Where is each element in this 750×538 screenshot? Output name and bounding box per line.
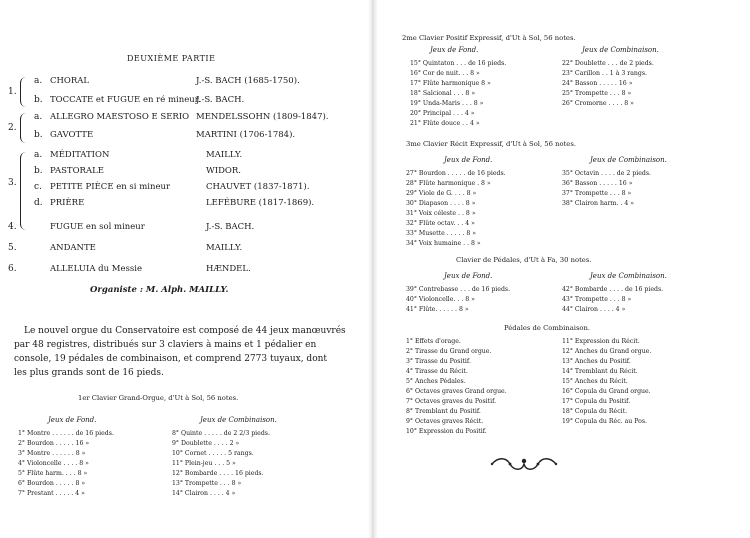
col-heading-comb: Jeux de Combinaison. [590, 156, 667, 164]
program-composer: LEFÉBURE (1817-1869). [206, 198, 315, 208]
program-number: 5. [8, 243, 17, 253]
program-letter: a. [34, 112, 43, 122]
program-composer: J.-S. BACH. [196, 95, 245, 105]
stop-row: 34° Voix humaine . . 8 » [406, 240, 481, 247]
stop-row: 19° Unda-Maris . . . 8 » [410, 100, 484, 107]
stop-row: 8° Quinte . . . . . de 2 2/3 pieds. [172, 430, 270, 437]
program-letter: c. [34, 182, 42, 192]
stop-row: 22° Doublette . . . de 2 pieds. [562, 60, 654, 67]
program-title: PETITE PIÈCE en si mineur [50, 182, 171, 192]
program-composer: WIDOR. [206, 166, 241, 176]
stop-row: 10° Cornet . . . . . 5 rangs. [172, 450, 254, 457]
description-line: par 48 registres, distribués sur 3 claviers à mains et 1 pédalier en [14, 340, 317, 350]
description-line: console, 19 pédales de combinaison, et comprend 2773 tuyaux, dont [14, 354, 328, 364]
pedal-row: 4° Tirasse du Récit. [406, 368, 468, 375]
program-number: 1. [8, 87, 17, 97]
pedal-row: 10° Expression du Positif. [406, 428, 487, 435]
program-number: 6. [8, 264, 17, 274]
right-page [376, 0, 750, 538]
description-line: Le nouvel orgue du Conservatoire est composé de 44 jeux manœuvrés [24, 326, 346, 336]
program-composer: J.-S. BACH (1685-1750). [196, 76, 300, 86]
pedal-row: 1° Effets d'orage. [406, 338, 461, 345]
stop-row: 21° Flûte douce . . 4 » [410, 120, 480, 127]
stop-row: 3° Montre . . . . . . 8 » [18, 450, 86, 457]
pedal-row: 9° Octaves graves Récit. [406, 418, 484, 425]
program-title: FUGUE en sol mineur [50, 222, 145, 232]
stop-row: 37° Trompette . . . 8 » [562, 190, 632, 197]
stop-row: 13° Trompette . . . 8 » [172, 480, 242, 487]
program-letter: a. [34, 150, 43, 160]
stop-row: 43° Trompette . . . 8 » [562, 296, 632, 303]
col-heading-fond: Jeux de Fond. [444, 272, 493, 280]
program-number: 2. [8, 123, 17, 133]
stop-row: 31° Voix céleste . . 8 » [406, 210, 476, 217]
combinaison-title: Pédales de Combinaison. [504, 324, 591, 332]
stop-row: 38° Clairon harm. . 4 » [562, 200, 635, 207]
program-title: PASTORALE [50, 166, 104, 176]
stop-row: 26° Cromorne . . . . 8 » [562, 100, 634, 107]
pedal-row: 14° Tremblant du Récit. [562, 368, 638, 375]
program-composer: MAILLY. [206, 243, 243, 253]
program-composer: MENDELSSOHN (1809-1847). [196, 112, 329, 122]
stop-row: 11° Plein-jeu . . . 5 » [172, 460, 236, 467]
program-composer: MARTINI (1706-1784). [196, 130, 296, 140]
col-heading-fond: Jeux de Fond. [444, 156, 493, 164]
pedal-row: 12° Anches du Grand orgue. [562, 348, 652, 355]
stop-row: 24° Basson . . . . . 16 » [562, 80, 633, 87]
stop-row: 35° Octavin . . . . de 2 pieds. [562, 170, 652, 177]
stop-row: 25° Trompette . . . 8 » [562, 90, 632, 97]
program-title: TOCCATE et FUGUE en ré mineur. [50, 95, 201, 105]
stop-row: 7° Prestant . . . . . 4 » [18, 490, 85, 497]
program-title: ALLELUIA du Messie [50, 264, 142, 274]
program-title: GAVOTTE [50, 130, 94, 140]
col-heading-fond: Jeux de Fond. [430, 46, 479, 54]
ornament-icon [488, 456, 560, 472]
brace [20, 77, 27, 107]
col-heading-fond: Jeux de Fond. [48, 416, 97, 424]
pedal-row: 11° Expression du Récit. [562, 338, 640, 345]
stop-row: 39° Contrebasse . . . de 16 pieds. [406, 286, 511, 293]
stop-row: 1° Montre . . . . . . de 16 pieds. [18, 430, 114, 437]
pedal-row: 18° Copula du Récit. [562, 408, 628, 415]
grand-orgue-title: 1er Clavier Grand-Orgue, d'Ut à Sol, 56 notes. [78, 394, 239, 402]
pedal-row: 15° Anches du Récit. [562, 378, 628, 385]
program-composer: HÆNDEL. [206, 264, 251, 274]
col-heading-comb: Jeux de Combinaison. [582, 46, 659, 54]
program-composer: MAILLY. [206, 150, 243, 160]
stop-row: 4° Violoncelle . . . . 8 » [18, 460, 89, 467]
program-letter: b. [34, 95, 43, 105]
program-letter: b. [34, 130, 43, 140]
brace [20, 113, 27, 143]
program-letter: d. [34, 198, 43, 208]
stop-row: 16° Cor de nuit. . . 8 » [410, 70, 480, 77]
pedal-row: 7° Octaves graves du Positif. [406, 398, 497, 405]
pedal-row: 6° Octaves graves Grand orgue. [406, 388, 507, 395]
part-title: DEUXIÈME PARTIE [127, 54, 216, 63]
stop-row: 41° Flûte. . . . . . 8 » [406, 306, 469, 313]
description-line: les plus grands sont de 16 pieds. [14, 368, 164, 378]
pedal-row: 19° Copula du Réc. au Pos. [562, 418, 648, 425]
program-title: ANDANTE [50, 243, 96, 253]
stop-row: 17° Flûte harmonique 8 » [410, 80, 491, 87]
stop-row: 9° Doublette . . . . 2 » [172, 440, 240, 447]
stop-row: 27° Bourdon . . . . . de 16 pieds. [406, 170, 506, 177]
pedal-row: 3° Tirasse du Positif. [406, 358, 471, 365]
stop-row: 36° Basson . . . . . 16 » [562, 180, 633, 187]
pedal-row: 16° Copula du Grand orgue. [562, 388, 651, 395]
organist-line: Organiste : M. Alph. MAILLY. [90, 285, 229, 295]
pedales-title: Clavier de Pédales, d'Ut à Fa, 30 notes. [456, 256, 592, 264]
program-title: MÉDITATION [50, 150, 110, 160]
stop-row: 12° Bombarde . . . . 16 pieds. [172, 470, 264, 477]
program-letter: b. [34, 166, 43, 176]
stop-row: 30° Diapason . . . . 8 » [406, 200, 476, 207]
program-title: CHORAL [50, 76, 90, 86]
program-composer: J.-S. BACH. [206, 222, 255, 232]
recit-title: 3me Clavier Récit Expressif, d'Ut à Sol, 56 notes. [406, 140, 576, 148]
left-page [0, 0, 370, 538]
pedal-row: 8° Tremblant du Positif. [406, 408, 481, 415]
stop-row: 28° Flûte harmonique . 8 » [406, 180, 491, 187]
stop-row: 42° Bombarde . . . . de 16 pieds. [562, 286, 664, 293]
program-letter: a. [34, 76, 43, 86]
stop-row: 29° Viole de G. . . . 8 » [406, 190, 477, 197]
col-heading-comb: Jeux de Combinaison. [590, 272, 667, 280]
stop-row: 33° Musette . . . . . 8 » [406, 230, 477, 237]
program-title: ALLEGRO MAESTOSO E SERIO [50, 112, 190, 122]
pedal-row: 5° Anches Pédales. [406, 378, 466, 385]
program-number: 4. [8, 222, 17, 232]
pedal-row: 13° Anches du Positif. [562, 358, 631, 365]
stop-row: 2° Bourdon . . . . . 16 » [18, 440, 90, 447]
stop-row: 15° Quintaton . . . de 16 pieds. [410, 60, 507, 67]
brace [20, 152, 27, 230]
stop-row: 23° Carillon . . 1 à 3 rangs. [562, 70, 647, 77]
program-composer: CHAUVET (1837-1871). [206, 182, 310, 192]
program-number: 3. [8, 178, 17, 188]
stop-row: 40° Violoncelle. . . 8 » [406, 296, 475, 303]
stop-row: 44° Clairon . . . . 4 » [562, 306, 626, 313]
positif-title: 2me Clavier Positif Expressif, d'Ut à Sol, 56 notes. [402, 34, 576, 42]
stop-row: 14° Clairon . . . . 4 » [172, 490, 236, 497]
pedal-row: 2° Tirasse du Grand orgue. [406, 348, 492, 355]
stop-row: 6° Bourdon . . . . . 8 » [18, 480, 86, 487]
stop-row: 18° Salcional . . . 8 » [410, 90, 476, 97]
program-title: PRIÈRE [50, 198, 85, 208]
stop-row: 20° Principal . . . 4 » [410, 110, 475, 117]
pedal-row: 17° Copula du Positif. [562, 398, 631, 405]
stop-row: 5° Flûte harm. . . . 8 » [18, 470, 88, 477]
stop-row: 32° Flûte octav. . . 4 » [406, 220, 475, 227]
col-heading-comb: Jeux de Combinaison. [200, 416, 277, 424]
